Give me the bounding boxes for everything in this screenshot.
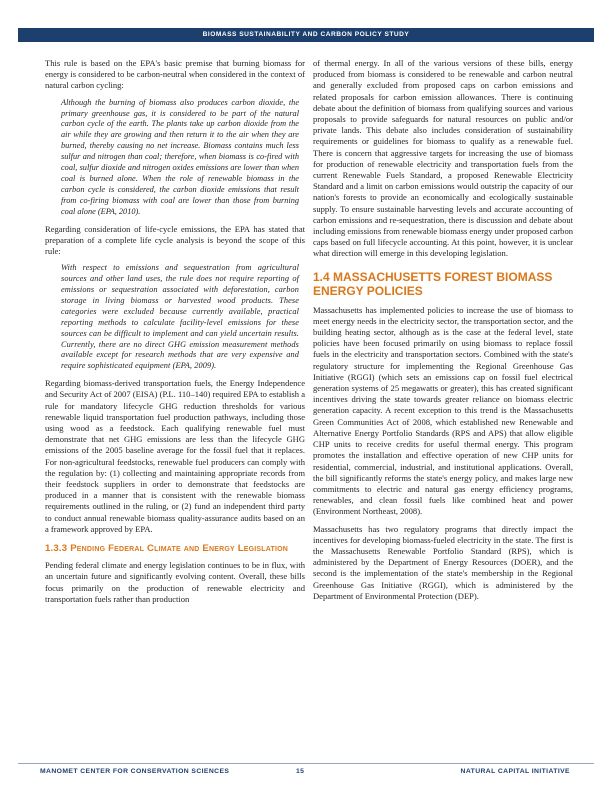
- block-quote: Although the burning of biomass also produces carbon dioxide, the primary greenhouse gas, it is considered to be part of the natural carbon cycle of the earth. The plants take up carbon dioxide from the air while they are growing and then return it to the air when they are burned, thereby causing no net increase. Biomass contains much less sulfur and nitrogen than coal; therefore, when biomass is co-fired with coal, sulfur dioxide and nitrogen oxides emissions are lower than when coal is burned alone. When the role of renewable biomass in the carbon cycle is considered, the carbon dioxide emissions that result from co-firing biomass with coal are lower than those from burning coal alone (EPA, 2010).: [61, 97, 299, 216]
- running-header: BIOMASS SUSTAINABILITY AND CARBON POLICY STUDY: [18, 28, 594, 42]
- paragraph: Regarding consideration of life-cycle emissions, the EPA has stated that preparation of a complete life cycle analysis is beyond the scope of this rule:: [45, 223, 305, 256]
- footer-organization: MANOMET CENTER FOR CONSERVATION SCIENCES: [40, 768, 230, 775]
- paragraph: Massachusetts has implemented policies to increase the use of biomass to meet energy needs in the electricity sector, the transportation sector, and the building heating sector, although as is the case at the federal level, state policies have been focused primarily on using biomass to replace fossil fuels in the electricity and transportation sectors. Combined with the state's regulatory structure for implementing the Regional Greenhouse Gas Initiative (RGGI) (which sets an emissions cap on fossil fuel electrical generation systems of 25 megawatts or greater), this has created significant incentives driving the state towards greater reliance on biomass electric generation capacity. A recent exception to this trend is the Massachusetts Green Communities Act of 2008, which established new Renewable and Alternative Energy Portfolio Standards (RPS and APS) that allow eligible CHP units to receive credits for useful thermal energy. This program promotes the installation and effective operation of new CHP units for residential, commercial, industrial, and institutional applications. Overall, the bill significantly reforms the state's energy policy, and makes large new commitments to electric and natural gas energy efficiency programs, renewables, and clean fossil fuels like combined heat and power (Environment Northeast, 2008).: [313, 304, 573, 517]
- paragraph: Regarding biomass-derived transportation fuels, the Energy Independence and Security Act of 2007 (EISA) (P.L. 110–140) required EPA to establish a rule for mandatory lifecycle GHG reduction thresholds for various renewable liquid transportation fuel production pathways, including those using wood as a feedstock. Each qualifying renewable fuel must demonstrate that net GHG emissions are less than the lifecycle GHG emissions of the 2005 baseline average for the fossil fuel that it replaces. For non-agricultural feedstocks, renewable fuel producers can comply with the regulation by: (1) collecting and maintaining appropriate records from their feedstock suppliers in order to demonstrate that feedstocks are produced in a manner that is consistent with the renewable biomass requirements outlined in the ruling, or (2) fund an independent third party to conduct annual renewable biomass quality-assurance audits based on an a framework approved by EPA.: [45, 378, 305, 534]
- paragraph: of thermal energy. In all of the various versions of these bills, energy produced from biomass is considered to be renewable and carbon neutral and generally excluded from proposed caps on carbon emissions and related proposals for carbon emission allowances. There is continuing debate about the definition of biomass from qualifying sources and various proposals to provide safeguards for natural resources on public and/or private lands. This debate also includes consideration of sustainability requirements or guidelines for biomass to qualify as a renewable fuel. There is concern that aggressive targets for increasing the use of biomass for production of renewable electricity and transportation fuels from the current Renewable Fuels Standard, a proposed Renewable Electricity Standard and a limit on carbon emissions would outstrip the capacity of our nation's forests to provide an economically and ecologically sustainable supply. To ensure sustainable harvesting levels and accurate accounting of carbon emissions and re-sequestration, there is discussion and debate about including emissions from renewable biomass energy under proposed carbon caps based on full lifecycle accounting. At this point, however, it is unclear what direction will emerge in this developing legislation.: [313, 58, 573, 259]
- page-number: 15: [296, 768, 305, 775]
- paragraph: This rule is based on the EPA's basic premise that burning biomass for energy is considered to be carbon-neutral when considered in the context of natural carbon cycling:: [45, 58, 305, 91]
- right-column: [313, 58, 573, 608]
- block-quote: With respect to emissions and sequestration from agricultural sources and other land uses, the rule does not require reporting of emissions or sequestration associated with deforestation, carbon storage in living biomass or harvested wood products. These categories were excluded because currently available, practical reporting methods to calculate facility-level emissions for these sources can be difficult to implement and can yield uncertain results. Currently, there are no direct GHG emission measurement methods available except for research methods that are very expensive and require sophisticated equipment (EPA, 2009).: [61, 263, 299, 371]
- paragraph: Massachusetts has two regulatory programs that directly impact the incentives for developing biomass-fueled electricity in the state. The first is the Massachusetts Renewable Portfolio Standard (RPS), which is administered by the Department of Energy Resources (DOER), and the second is the implementation of the state's membership in the Regional Greenhouse Gas Initiative (RGGI), which is administered by the Department of Environmental Protection (DEP).: [313, 523, 573, 601]
- section-heading: 1.4 MASSACHUSETTS FOREST BIOMASS ENERGY POLICIES: [313, 269, 553, 299]
- footer-divider: [18, 763, 594, 764]
- section-heading: 1.3.3 Pending Federal Climate and Energy Legislation: [45, 543, 289, 555]
- left-column: [45, 58, 305, 611]
- footer-initiative: NATURAL CAPITAL INITIATIVE: [460, 768, 570, 775]
- paragraph: Pending federal climate and energy legislation continues to be in flux, with an uncertain future and significantly evolving content. Overall, these bills focus primarily on the production of renewable electricity and transportation fuels rather than production: [45, 560, 305, 604]
